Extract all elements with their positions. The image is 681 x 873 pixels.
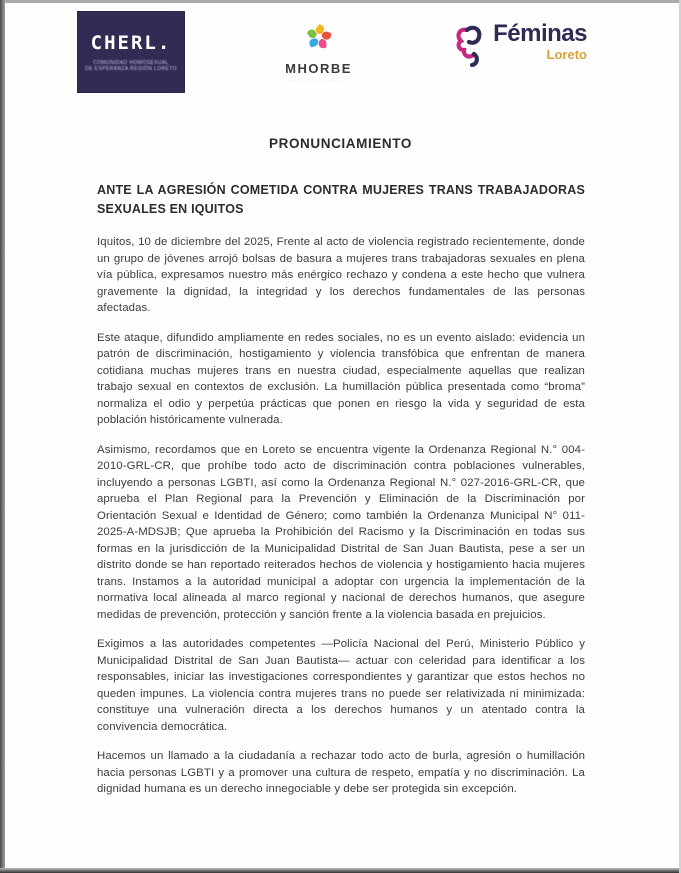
document-heading: ANTE LA AGRESIÓN COMETIDA CONTRA MUJERES TRANS TRABAJADORAS SEXUALES EN IQUITOS — [97, 183, 585, 216]
feminas-logo — [453, 22, 587, 73]
document-body — [0, 181, 681, 798]
photo-edge-top — [0, 0, 681, 3]
page-title: PRONUNCIAMIENTO — [268, 136, 412, 151]
mhorbe-logo — [285, 20, 352, 84]
paragraph-2: Este ataque, difundido ampliamente en redes sociales, no es un evento aislado: evidencia un patrón de discriminación, hostigamiento y violencia transfóbica que enfrentan de manera cotidiana muchas mujeres trans en nuestra ciudad, especialmente aquellas que realizan trabajo sexual en contextos de exclusión. La humillación pública presentada como “broma” normaliza el odio y perpetúa prácticas que ponen en riesgo la vida y seguridad de esta población históricamente vulnerada. — [97, 331, 585, 426]
mhorbe-tagline: ∙∙∙∙∙∙∙∙∙∙∙ ∙∙ ∙∙∙∙∙∙∙∙∙ — [289, 78, 348, 84]
cherl-subtitle-line2: DE ESPERANZA REGIÓN LORETO — [85, 66, 177, 72]
cherl-logo — [78, 12, 184, 92]
photo-edge-bottom — [0, 868, 681, 873]
mhorbe-name: MHORBE — [285, 61, 352, 76]
feminas-icon — [453, 22, 491, 73]
paragraph-3: Asimismo, recordamos que en Loreto se encuentra vigente la Ordenanza Regional N.° 004-2010-GRL-CR, que prohíbe todo acto de discriminación contra poblaciones vulnerables, incluyendo a personas LGBTI, así como la Ordenanza Regional N.° 027-2016-GRL-CR, que aprueba el Plan Regional para la Prevención y Eliminación de la Discriminación por Orientación Sexual e Identidad de Género; como también la Ordenanza Municipal N° 011-2025-A-MDSJB; Que aprueba la Prohibición del Racismo y la Discriminación en todas sus formas en la jurisdicción de la Municipalidad Distrital de San Juan Bautista, pese a ser un distrito donde se han reportado reiterados hechos de violencia y hostigamiento hacia mujeres trans. Instamos a la autoridad municipal a adoptar con urgencia la implementación de la normativa local alineada al marco regional y nacional de derechos humanos, que asegure medidas de prevención, protección y sanción frente a la violencia basada en prejuicios. — [97, 443, 585, 621]
feminas-region: Loreto — [546, 47, 587, 62]
feminas-text — [493, 22, 587, 62]
logos-header — [0, 0, 681, 92]
feminas-name: Féminas — [493, 20, 587, 47]
cherl-subtitle — [85, 60, 177, 72]
cherl-acronym: CHERL. — [90, 32, 172, 54]
mhorbe-pinwheel-icon — [302, 20, 336, 59]
cherl-subtitle-line1: COMUNIDAD HOMOSEXUAL — [93, 60, 169, 66]
paragraph-1: Iquitos, 10 de diciembre del 2025, Frente al acto de violencia registrado recientemente, donde un grupo de jóvenes arrojó bolsas de basura a mujeres trans trabajadoras sexuales en plena vía pública, expresamos nuestro más enérgico rechazo y condena a este hecho que vulnera gravemente la dignidad, la integridad y los derechos fundamentales de las personas afectadas. — [97, 236, 585, 314]
photo-edge-left — [0, 0, 5, 873]
paragraph-5: Hacemos un llamado a la ciudadanía a rechazar todo acto de burla, agresión o humillación hacia personas LGBTI y a promover una cultura de respeto, empatía y no discriminación. La dignidad humana es un derecho innegociable y debe ser protegida sin excepción. — [97, 750, 585, 795]
paragraph-4: Exigimos a las autoridades competentes —Policía Nacional del Perú, Ministerio Público y Municipalidad Distrital de San Juan Bautista— actuar con celeridad para identificar a los responsables, iniciar las investigaciones correspondientes y garantizar que estos hechos no queden impunes. La violencia contra mujeres trans no puede ser relativizada ni minimizada: constituye una vulneración directa a los derechos humanos y un atentado contra la convivencia democrática. — [97, 638, 585, 733]
